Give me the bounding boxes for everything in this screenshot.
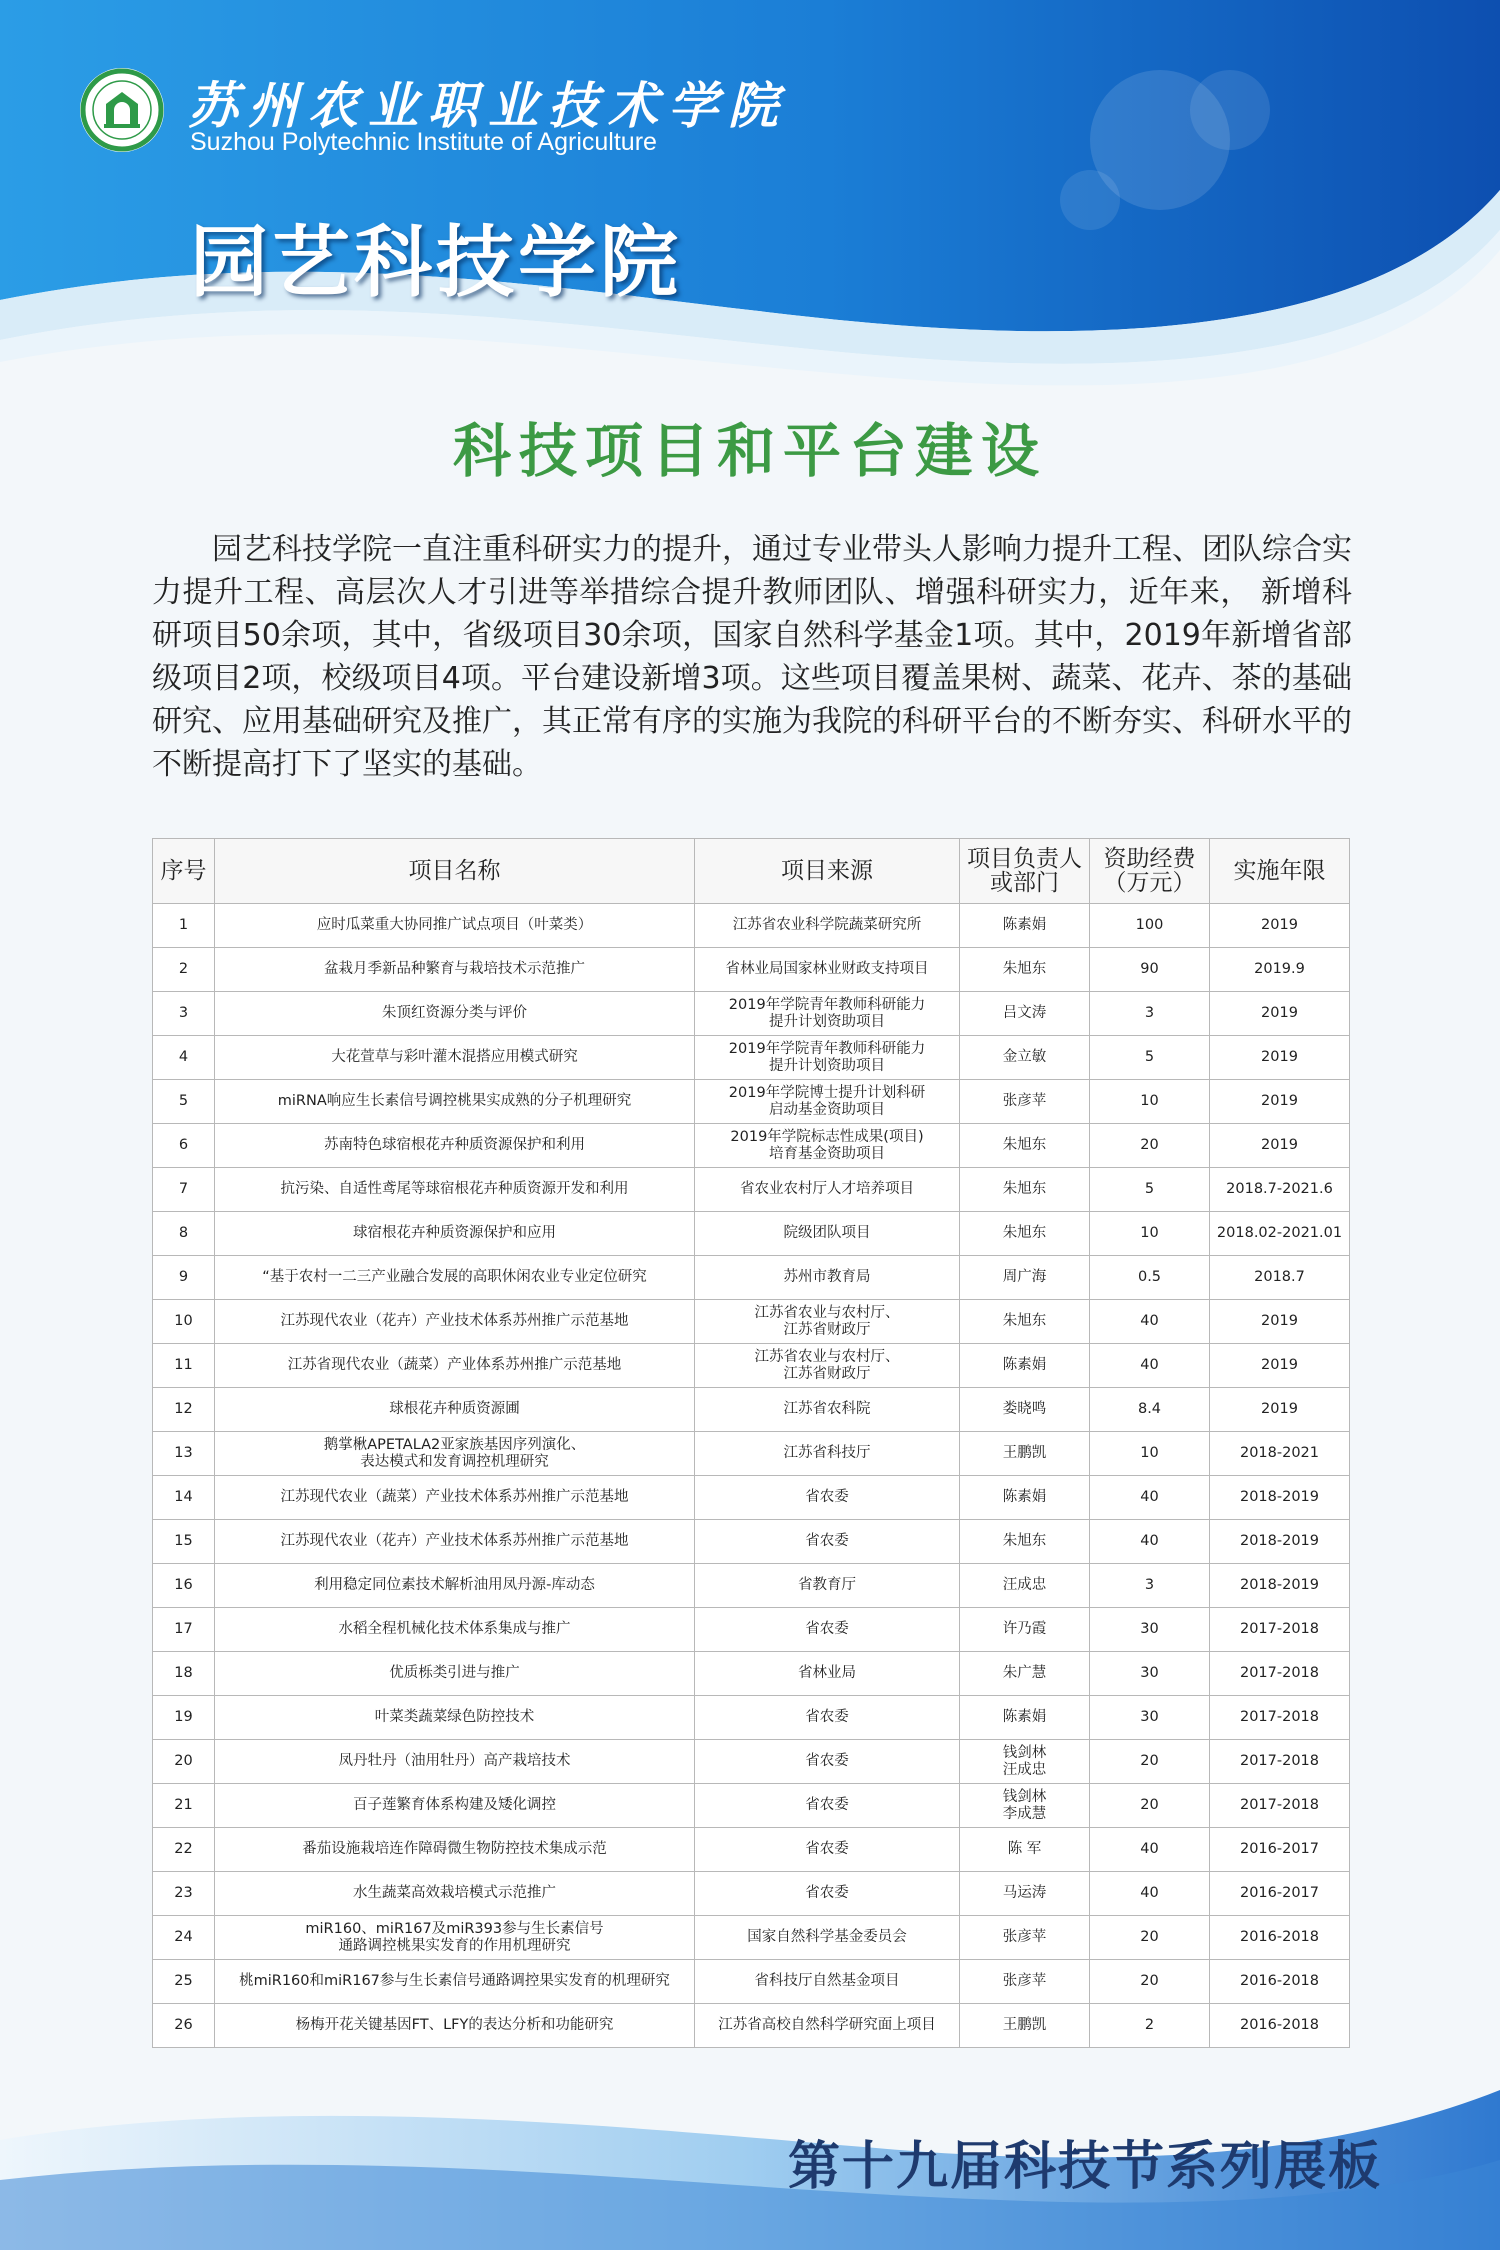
cell-source: 江苏省农业与农村厅、 江苏省财政厅	[695, 1344, 960, 1388]
cell-project-name: miRNA响应生长素信号调控桃果实成熟的分子机理研究	[215, 1080, 695, 1124]
cell-leader: 张彦苹	[960, 1960, 1090, 2004]
cell-source: 国家自然科学基金委员会	[695, 1916, 960, 1960]
school-seal-icon	[78, 66, 166, 154]
cell-period: 2018.7-2021.6	[1210, 1168, 1350, 1212]
cell-period: 2018-2021	[1210, 1432, 1350, 1476]
cell-source: 2019年学院青年教师科研能力 提升计划资助项目	[695, 992, 960, 1036]
cell-leader: 娄晓鸣	[960, 1388, 1090, 1432]
table-row	[153, 1608, 1350, 1652]
footer-series-title: 第十九届科技节系列展板	[787, 2137, 1382, 2197]
cell-funding: 10	[1090, 1080, 1210, 1124]
cell-period: 2018-2019	[1210, 1476, 1350, 1520]
cell-project-name: 水生蔬菜高效栽培模式示范推广	[215, 1872, 695, 1916]
cell-funding: 0.5	[1090, 1256, 1210, 1300]
cell-funding: 20	[1090, 1124, 1210, 1168]
cell-period: 2016-2018	[1210, 1960, 1350, 2004]
table-row	[153, 1828, 1350, 1872]
cell-period: 2017-2018	[1210, 1784, 1350, 1828]
cell-source: 省农委	[695, 1476, 960, 1520]
cell-leader: 陈素娟	[960, 904, 1090, 948]
cell-funding: 20	[1090, 1740, 1210, 1784]
college-title: 园艺科技学院	[190, 218, 683, 308]
table-row	[153, 1520, 1350, 1564]
col-header-period: 实施年限	[1210, 839, 1350, 904]
cell-index: 16	[153, 1564, 215, 1608]
cell-source: 省农委	[695, 1828, 960, 1872]
cell-leader: 张彦苹	[960, 1080, 1090, 1124]
cell-leader: 马运涛	[960, 1872, 1090, 1916]
table-row	[153, 1740, 1350, 1784]
cell-project-name: 球根花卉种质资源圃	[215, 1388, 695, 1432]
table-row	[153, 1784, 1350, 1828]
cell-project-name: 江苏现代农业（花卉）产业技术体系苏州推广示范基地	[215, 1520, 695, 1564]
cell-index: 7	[153, 1168, 215, 1212]
cell-index: 3	[153, 992, 215, 1036]
cell-funding: 5	[1090, 1168, 1210, 1212]
cell-funding: 40	[1090, 1344, 1210, 1388]
cell-funding: 20	[1090, 1960, 1210, 2004]
cell-leader: 朱旭东	[960, 1168, 1090, 1212]
cell-index: 8	[153, 1212, 215, 1256]
cell-funding: 30	[1090, 1652, 1210, 1696]
cell-project-name: 朱顶红资源分类与评价	[215, 992, 695, 1036]
cell-source: 省科技厅自然基金项目	[695, 1960, 960, 2004]
cell-funding: 20	[1090, 1916, 1210, 1960]
cell-project-name: 江苏现代农业（花卉）产业技术体系苏州推广示范基地	[215, 1300, 695, 1344]
cell-period: 2019	[1210, 992, 1350, 1036]
cell-leader: 钱剑林 李成慧	[960, 1784, 1090, 1828]
cell-leader: 朱旭东	[960, 948, 1090, 992]
cell-funding: 10	[1090, 1212, 1210, 1256]
cell-period: 2016-2017	[1210, 1872, 1350, 1916]
cell-period: 2016-2018	[1210, 2004, 1350, 2048]
cell-leader: 陈素娟	[960, 1696, 1090, 1740]
table-row	[153, 1696, 1350, 1740]
cell-funding: 30	[1090, 1608, 1210, 1652]
cell-index: 2	[153, 948, 215, 992]
cell-leader: 朱广慧	[960, 1652, 1090, 1696]
table-header-row	[153, 839, 1350, 904]
table-row	[153, 1564, 1350, 1608]
cell-funding: 40	[1090, 1828, 1210, 1872]
cell-index: 22	[153, 1828, 215, 1872]
cell-source: 江苏省高校自然科学研究面上项目	[695, 2004, 960, 2048]
cell-index: 13	[153, 1432, 215, 1476]
cell-project-name: 抗污染、自适性鸢尾等球宿根花卉种质资源开发和利用	[215, 1168, 695, 1212]
cell-project-name: 江苏现代农业（蔬菜）产业技术体系苏州推广示范基地	[215, 1476, 695, 1520]
cell-source: 省教育厅	[695, 1564, 960, 1608]
projects-table-container	[152, 838, 1349, 2048]
projects-table	[152, 838, 1350, 2048]
cell-project-name: 桃miR160和miR167参与生长素信号通路调控果实发育的机理研究	[215, 1960, 695, 2004]
table-row	[153, 1036, 1350, 1080]
cell-period: 2019.9	[1210, 948, 1350, 992]
table-row	[153, 1212, 1350, 1256]
cell-source: 江苏省农科院	[695, 1388, 960, 1432]
cell-period: 2019	[1210, 904, 1350, 948]
cell-index: 1	[153, 904, 215, 948]
cell-source: 省农委	[695, 1784, 960, 1828]
cell-leader: 汪成忠	[960, 1564, 1090, 1608]
cell-project-name: miR160、miR167及miR393参与生长素信号 通路调控桃果实发育的作用机理研究	[215, 1916, 695, 1960]
cell-source: 2019年学院博士提升计划科研 启动基金资助项目	[695, 1080, 960, 1124]
cell-leader: 金立敏	[960, 1036, 1090, 1080]
col-header-source: 项目来源	[695, 839, 960, 904]
cell-source: 院级团队项目	[695, 1212, 960, 1256]
cell-index: 26	[153, 2004, 215, 2048]
table-row	[153, 1432, 1350, 1476]
cell-period: 2017-2018	[1210, 1740, 1350, 1784]
cell-period: 2017-2018	[1210, 1608, 1350, 1652]
table-body	[153, 904, 1350, 2048]
cell-funding: 3	[1090, 1564, 1210, 1608]
cell-period: 2018.7	[1210, 1256, 1350, 1300]
table-row	[153, 948, 1350, 992]
cell-project-name: 苏南特色球宿根花卉种质资源保护和利用	[215, 1124, 695, 1168]
cell-project-name: 番茄设施栽培连作障碍微生物防控技术集成示范	[215, 1828, 695, 1872]
cell-project-name: 杨梅开花关键基因FT、LFY的表达分析和功能研究	[215, 2004, 695, 2048]
table-row	[153, 1388, 1350, 1432]
table-row	[153, 992, 1350, 1036]
cell-source: 2019年学院标志性成果(项目) 培育基金资助项目	[695, 1124, 960, 1168]
cell-leader: 王鹏凯	[960, 2004, 1090, 2048]
col-header-leader: 项目负责人 或部门	[960, 839, 1090, 904]
table-row	[153, 1300, 1350, 1344]
cell-project-name: 大花萱草与彩叶灌木混搭应用模式研究	[215, 1036, 695, 1080]
table-row	[153, 1168, 1350, 1212]
cell-period: 2017-2018	[1210, 1652, 1350, 1696]
cell-funding: 3	[1090, 992, 1210, 1036]
cell-leader: 张彦苹	[960, 1916, 1090, 1960]
cell-index: 4	[153, 1036, 215, 1080]
cell-period: 2019	[1210, 1344, 1350, 1388]
cell-index: 12	[153, 1388, 215, 1432]
cell-funding: 2	[1090, 2004, 1210, 2048]
cell-period: 2018-2019	[1210, 1564, 1350, 1608]
cell-funding: 100	[1090, 904, 1210, 948]
cell-period: 2016-2017	[1210, 1828, 1350, 1872]
col-header-name: 项目名称	[215, 839, 695, 904]
cell-source: 江苏省农业科学院蔬菜研究所	[695, 904, 960, 948]
cell-project-name: 百子莲繁育体系构建及矮化调控	[215, 1784, 695, 1828]
cell-source: 省农委	[695, 1520, 960, 1564]
cell-funding: 90	[1090, 948, 1210, 992]
cell-funding: 10	[1090, 1432, 1210, 1476]
cell-source: 省农业农村厅人才培养项目	[695, 1168, 960, 1212]
table-row	[153, 1344, 1350, 1388]
table-row	[153, 1256, 1350, 1300]
cell-leader: 王鹏凯	[960, 1432, 1090, 1476]
cell-project-name: 应时瓜菜重大协同推广试点项目（叶菜类）	[215, 904, 695, 948]
cell-index: 6	[153, 1124, 215, 1168]
table-row	[153, 1080, 1350, 1124]
col-header-funding: 资助经费 （万元）	[1090, 839, 1210, 904]
cell-leader: 朱旭东	[960, 1520, 1090, 1564]
cell-funding: 40	[1090, 1520, 1210, 1564]
cell-project-name: 鹅掌楸APETALA2亚家族基因序列演化、 表达模式和发育调控机理研究	[215, 1432, 695, 1476]
cell-leader: 钱剑林 汪成忠	[960, 1740, 1090, 1784]
cell-period: 2017-2018	[1210, 1696, 1350, 1740]
cell-index: 25	[153, 1960, 215, 2004]
table-row	[153, 904, 1350, 948]
cell-project-name: 盆栽月季新品种繁育与栽培技术示范推广	[215, 948, 695, 992]
cell-index: 15	[153, 1520, 215, 1564]
cell-period: 2019	[1210, 1300, 1350, 1344]
cell-index: 10	[153, 1300, 215, 1344]
cell-funding: 40	[1090, 1300, 1210, 1344]
cell-funding: 20	[1090, 1784, 1210, 1828]
cell-index: 5	[153, 1080, 215, 1124]
cell-source: 省林业局国家林业财政支持项目	[695, 948, 960, 992]
cell-project-name: 凤丹牡丹（油用牡丹）高产栽培技术	[215, 1740, 695, 1784]
cell-source: 江苏省科技厅	[695, 1432, 960, 1476]
cell-period: 2019	[1210, 1036, 1350, 1080]
cell-index: 21	[153, 1784, 215, 1828]
cell-project-name: 优质栎类引进与推广	[215, 1652, 695, 1696]
cell-leader: 许乃霞	[960, 1608, 1090, 1652]
table-row	[153, 1916, 1350, 1960]
cell-project-name: “基于农村一二三产业融合发展的高职休闲农业专业定位研究	[215, 1256, 695, 1300]
cell-leader: 陈素娟	[960, 1344, 1090, 1388]
cell-funding: 30	[1090, 1696, 1210, 1740]
cell-index: 11	[153, 1344, 215, 1388]
cell-source: 江苏省农业与农村厅、 江苏省财政厅	[695, 1300, 960, 1344]
cell-index: 20	[153, 1740, 215, 1784]
table-row	[153, 1476, 1350, 1520]
cell-source: 苏州市教育局	[695, 1256, 960, 1300]
cell-period: 2019	[1210, 1124, 1350, 1168]
cell-period: 2019	[1210, 1080, 1350, 1124]
table-row	[153, 1960, 1350, 2004]
table-row	[153, 1872, 1350, 1916]
cell-index: 14	[153, 1476, 215, 1520]
cell-project-name: 江苏省现代农业（蔬菜）产业体系苏州推广示范基地	[215, 1344, 695, 1388]
cell-funding: 40	[1090, 1872, 1210, 1916]
cell-index: 19	[153, 1696, 215, 1740]
cell-period: 2018.02-2021.01	[1210, 1212, 1350, 1256]
cell-project-name: 利用稳定同位素技术解析油用凤丹源-库动态	[215, 1564, 695, 1608]
section-title: 科技项目和平台建设	[452, 417, 1047, 485]
cell-index: 18	[153, 1652, 215, 1696]
cell-funding: 40	[1090, 1476, 1210, 1520]
table-row	[153, 1124, 1350, 1168]
cell-funding: 8.4	[1090, 1388, 1210, 1432]
cell-source: 省农委	[695, 1872, 960, 1916]
table-row	[153, 1652, 1350, 1696]
cell-index: 17	[153, 1608, 215, 1652]
cell-project-name: 叶菜类蔬菜绿色防控技术	[215, 1696, 695, 1740]
cell-funding: 5	[1090, 1036, 1210, 1080]
cell-source: 省农委	[695, 1696, 960, 1740]
cell-period: 2016-2018	[1210, 1916, 1350, 1960]
cell-period: 2019	[1210, 1388, 1350, 1432]
cell-leader: 周广海	[960, 1256, 1090, 1300]
school-name-cn: 苏州农业职业技术学院	[188, 76, 788, 135]
cell-period: 2018-2019	[1210, 1520, 1350, 1564]
cell-leader: 陈素娟	[960, 1476, 1090, 1520]
cell-leader: 陈 军	[960, 1828, 1090, 1872]
intro-paragraph: 园艺科技学院一直注重科研实力的提升，通过专业带头人影响力提升工程、团队综合实力提升工程、高层次人才引进等举措综合提升教师团队、增强科研实力，近年来， 新增科研项目50余项，其中，省级项目30余项，国家自然科学基金1项。其中，2019年新增省部级项目2项，校级项目4项。平台建设新增3项。这些项目覆盖果树、蔬菜、花卉、茶的基础研究、应用基础研究及推广，其正常有序的实施为我院的科研平台的不断夯实、科研水平的不断提高打下了坚实的基础。	[152, 532, 1352, 782]
cell-leader: 朱旭东	[960, 1300, 1090, 1344]
col-header-index: 序号	[153, 839, 215, 904]
cell-index: 9	[153, 1256, 215, 1300]
cell-index: 23	[153, 1872, 215, 1916]
cell-leader: 朱旭东	[960, 1124, 1090, 1168]
cell-leader: 朱旭东	[960, 1212, 1090, 1256]
cell-source: 省林业局	[695, 1652, 960, 1696]
school-name-en: Suzhou Polytechnic Institute of Agriculture	[190, 128, 657, 156]
table-row	[153, 2004, 1350, 2048]
cell-project-name: 水稻全程机械化技术体系集成与推广	[215, 1608, 695, 1652]
cell-leader: 吕文涛	[960, 992, 1090, 1036]
cell-source: 2019年学院青年教师科研能力 提升计划资助项目	[695, 1036, 960, 1080]
cell-source: 省农委	[695, 1740, 960, 1784]
cell-source: 省农委	[695, 1608, 960, 1652]
cell-index: 24	[153, 1916, 215, 1960]
cell-project-name: 球宿根花卉种质资源保护和应用	[215, 1212, 695, 1256]
